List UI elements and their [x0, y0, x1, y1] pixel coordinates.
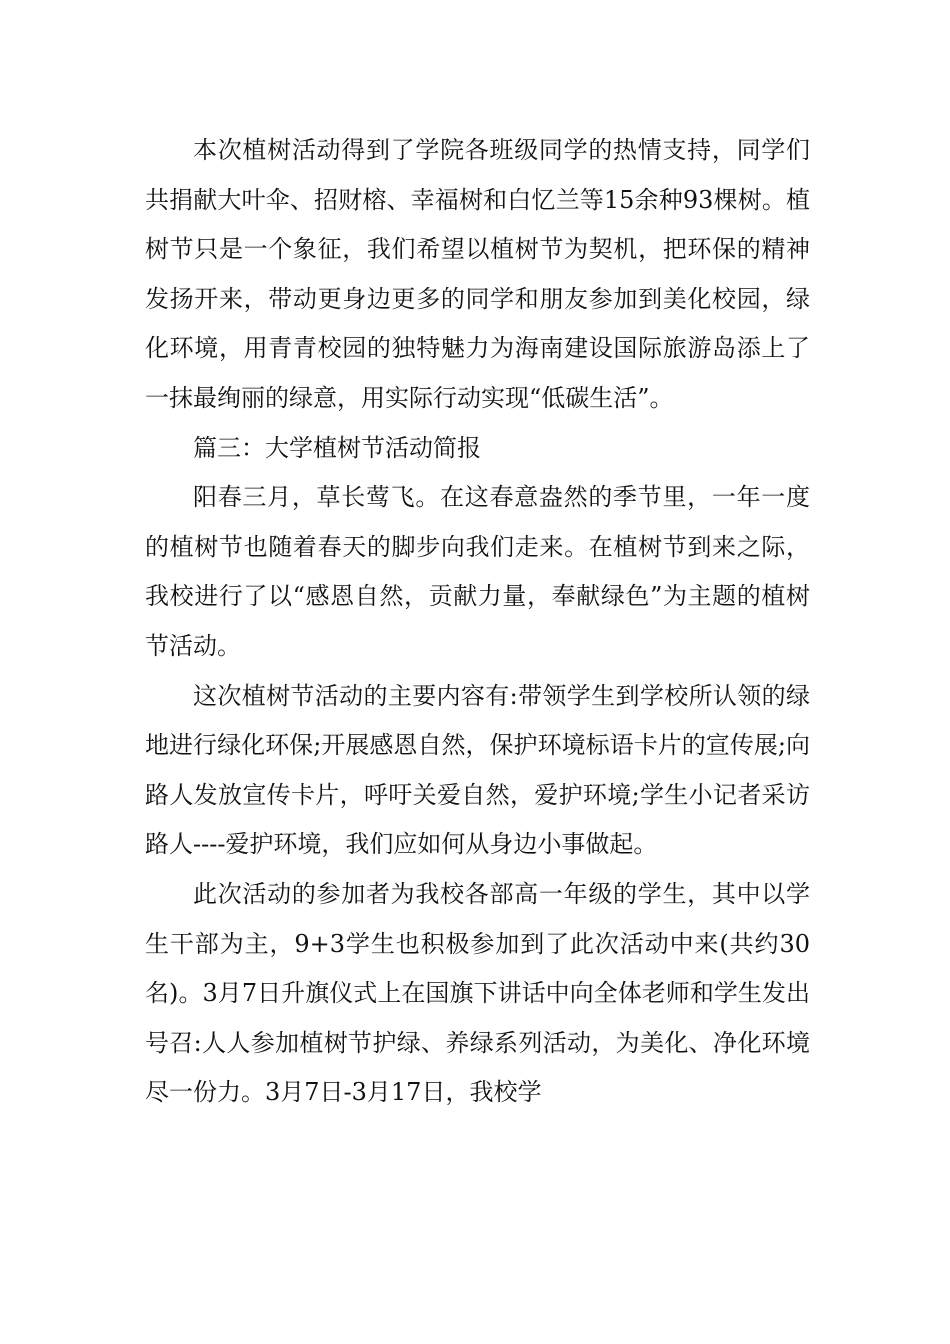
section-heading-part-three: 篇三：大学植树节活动简报 [193, 433, 481, 462]
paragraph-activity-content: 这次植树节活动的主要内容有:带领学生到学校所认领的绿地进行绿化环保;开展感恩自然，保护环境标语卡片的宣传展;向路人发放宣传卡片，呼吁关爱自然，爱护环境;学生小记者采访路人----爱护环境，我们应如何从身边小事做起。 [145, 681, 810, 859]
document-body [145, 126, 810, 1118]
paragraph-tree-planting-summary: 本次植树活动得到了学院各班级同学的热情支持，同学们共捐献大叶伞、招财榕、幸福树和白忆兰等15余种93棵树。植树节只是一个象征，我们希望以植树节为契机，把环保的精神发扬开来，带动更身边更多的同学和朋友参加到美化校园，绿化环境，用青青校园的独特魅力为海南建设国际旅游岛添上了一抹最绚丽的绿意，用实际行动实现“低碳生活”。 [145, 136, 810, 412]
paragraph-participants: 此次活动的参加者为我校各部高一年级的学生，其中以学生干部为主，9+3学生也积极参加到了此次活动中来(共约30名)。3月7日升旗仪式上在国旗下讲话中向全体老师和学生发出号召:人人参加植树节护绿、养绿系列活动，为美化、净化环境尽一份力。3月7日-3月17日，我校学 [145, 879, 810, 1107]
paragraph-spring-intro: 阳春三月，草长莺飞。在这春意盎然的季节里，一年一度的植树节也随着春天的脚步向我们走来。在植树节到来之际，我校进行了以“感恩自然，贡献力量，奉献绿色”为主题的植树节活动。 [145, 483, 810, 660]
